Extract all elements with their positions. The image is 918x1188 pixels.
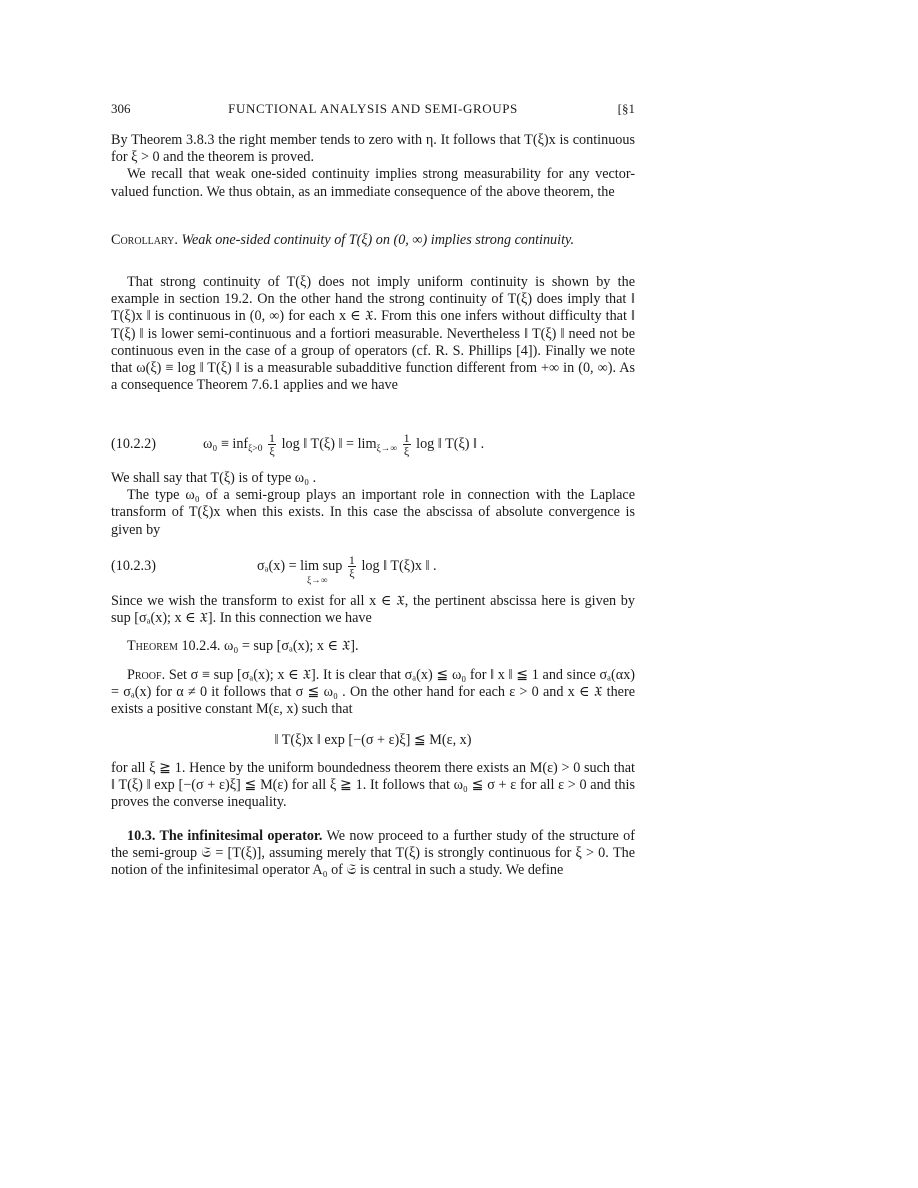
body-block-1 xyxy=(111,132,635,201)
body-block-5 xyxy=(111,760,635,812)
equation-10-2-2 xyxy=(111,426,635,462)
paragraph-1: By Theorem 3.8.3 the right member tends to zero with η. It follows that T(ξ)x is continuous for ξ > 0 and the theorem is proved. xyxy=(111,132,635,166)
body-block-2 xyxy=(111,274,635,394)
equation-body: ω₀ ≡ inf$_{\xi>0}$ $\frac{1}{\xi}$ log ‖ T(ξ) ‖ = $\lim_{\xi\to\infty}$ $\frac{1}{\xi}$ log ‖ T(ξ) ‖ . xyxy=(203,431,485,459)
body-block-4 xyxy=(111,593,635,627)
theorem xyxy=(111,638,635,655)
equation-number: (10.2.2) xyxy=(111,436,156,452)
corollary-text: Weak one-sided continuity of T(ξ) on (0, ∞) implies strong continuity. xyxy=(181,232,575,248)
fraction: $\frac{1}{\xi}$ xyxy=(269,431,276,459)
proof-label: Proof. xyxy=(127,667,166,683)
fraction: $\frac{1}{\xi}$ xyxy=(348,553,355,581)
equation-display xyxy=(111,732,635,749)
corollary-label: Corollary. xyxy=(111,232,178,248)
section-10-3 xyxy=(111,828,635,880)
section-mark: [§1 xyxy=(617,101,635,116)
section-heading: 10.3. The infinitesimal operator. xyxy=(127,828,323,844)
running-header xyxy=(111,101,635,119)
page-number: 306 xyxy=(111,101,131,116)
fraction: $\frac{1}{\xi}$ xyxy=(403,431,410,459)
proof-text: Set σ ≡ sup [σₐ(x); x ∈ 𝔛]. It is clear that σₐ(x) ≦ ω₀ for ‖ x ‖ ≦ 1 and since σₐ(αx) = σₐ(x) for α ≠ 0 it follows that σ ≦ ω₀ . On the other hand for each ε > 0 and x ∈ 𝔛 there exists a positive constant M(ε, x) such that xyxy=(111,667,636,718)
section-text: We now proceed to a further study of the structure of the semi-group 𝔖 = [T(ξ)], assuming merely that T(ξ) is strongly continuous for ξ > 0. The notion of the infinitesimal operator A₀ of 𝔖 is central in such a study. We define xyxy=(111,828,636,879)
paragraph-4: We shall say that T(ξ) is of type ω₀ . xyxy=(111,470,317,486)
paragraph-7: for all ξ ≧ 1. Hence by the uniform boundedness theorem there exists an M(ε) > 0 such that ‖ T(ξ) ‖ exp [−(σ + ε)ξ] ≦ M(ε) for all ξ ≧ 1. It follows that ω₀ ≦ σ + ε for all ε > 0 and this proves the converse inequality. xyxy=(111,760,635,811)
paragraph-2: We recall that weak one-sided continuity implies strong measurability for any vector-valued function. We thus obtain, as an immediate consequence of the above theorem, the xyxy=(111,166,635,200)
paragraph-3: That strong continuity of T(ξ) does not imply uniform continuity is shown by the example in section 19.2. On the other hand the strong continuity of T(ξ) does imply that ‖ T(ξ)x ‖ is continuous in (0, ∞) for each x ∈ 𝔛. From this one infers without difficulty that ‖ T(ξ) ‖ is lower semi-continuous and a fortiori measurable. Nevertheless ‖ T(ξ) ‖ need not be continuous even in the case of a group of operators (cf. R. S. Phillips [4]). Finally we note that ω(ξ) ≡ log ‖ T(ξ) ‖ is a measurable subadditive function different from +∞ in (0, ∞). As a consequence Theorem 7.6.1 applies and we have xyxy=(111,274,635,394)
theorem-text: 10.2.4. ω₀ = sup [σₐ(x); x ∈ 𝔛]. xyxy=(181,638,359,654)
corollary xyxy=(111,232,635,249)
paragraph-5: The type ω₀ of a semi-group plays an important role in connection with the Laplace transform of T(ξ)x when this exists. In this case the abscissa of absolute convergence is given by xyxy=(111,487,635,538)
equation-number: (10.2.3) xyxy=(111,558,156,574)
body-block-3 xyxy=(111,470,635,539)
theorem-label: Theorem xyxy=(127,638,178,654)
paragraph-6: Since we wish the transform to exist for all x ∈ 𝔛, the pertinent abscissa here is given by sup [σₐ(x); x ∈ 𝔛]. In this connection we have xyxy=(111,593,635,627)
equation-10-2-3 xyxy=(111,548,635,584)
equation-body: σₐ(x) = lim sup $\frac{1}{\xi}$ log ‖ T(ξ)x ‖ . xyxy=(257,553,437,581)
bound-inequality: ‖ T(ξ)x ‖ exp [−(σ + ε)ξ] ≦ M(ε, x) xyxy=(274,732,472,748)
limsup-subscript: ξ→∞ xyxy=(307,576,328,586)
running-title: FUNCTIONAL ANALYSIS AND SEMI-GROUPS xyxy=(228,101,518,116)
proof xyxy=(111,667,635,719)
